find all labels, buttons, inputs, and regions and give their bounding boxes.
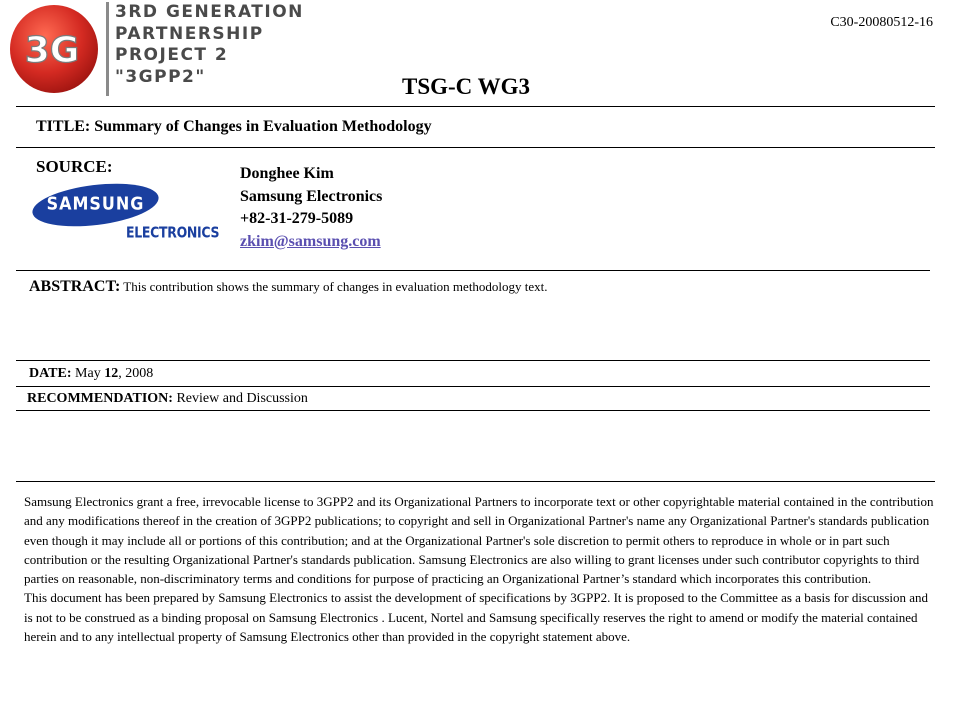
recommendation-value: Review and Discussion bbox=[176, 391, 308, 406]
3g-badge-text: 3G bbox=[24, 30, 80, 71]
date-year: , 2008 bbox=[118, 366, 154, 381]
legal-notice bbox=[24, 492, 939, 646]
date-label: DATE: bbox=[29, 366, 72, 381]
author-email-link[interactable]: zkim@samsung.com bbox=[240, 232, 381, 250]
source-label: SOURCE: bbox=[36, 157, 113, 176]
3gpp2-logo bbox=[8, 2, 304, 96]
3g-badge-icon bbox=[8, 2, 102, 96]
samsung-electronics-text: ELECTRONICS bbox=[126, 223, 220, 241]
recommendation-label: RECOMMENDATION: bbox=[27, 391, 173, 406]
abstract-label: ABSTRACT: bbox=[29, 278, 121, 295]
logo-line-1: 3RD GENERATION bbox=[115, 2, 304, 22]
title-label: TITLE: bbox=[36, 118, 91, 135]
date-row bbox=[29, 366, 153, 382]
logo-line-3: PROJECT 2 bbox=[115, 45, 229, 65]
logo-line-2: PARTNERSHIP bbox=[115, 23, 264, 44]
divider-line bbox=[16, 270, 930, 271]
date-month: May bbox=[75, 366, 101, 381]
samsung-wordmark: SAMSUNG bbox=[46, 193, 145, 214]
abstract-text: This contribution shows the summary of changes in evaluation methodology text. bbox=[123, 279, 548, 294]
author-company: Samsung Electronics bbox=[240, 187, 383, 205]
document-number: C30-20080512-16 bbox=[830, 15, 933, 30]
divider-line bbox=[16, 410, 930, 411]
divider-line bbox=[16, 360, 930, 361]
3gpp2-logo-text bbox=[106, 2, 304, 96]
divider-line bbox=[16, 106, 935, 107]
author-name: Donghee Kim bbox=[240, 165, 334, 182]
working-group-title: TSG-C WG3 bbox=[402, 74, 531, 99]
author-block bbox=[240, 163, 382, 253]
divider-line bbox=[16, 481, 935, 482]
abstract-row bbox=[29, 278, 548, 296]
samsung-logo bbox=[32, 185, 220, 241]
recommendation-row bbox=[27, 391, 308, 407]
author-phone: +82-31-279-5089 bbox=[240, 210, 354, 227]
logo-line-4: "3GPP2" bbox=[115, 66, 206, 87]
divider-line bbox=[16, 386, 930, 387]
date-day: 12 bbox=[104, 366, 119, 381]
license-paragraph: Samsung Electronics grant a free, irrevocable license to 3GPP2 and its Organizational Partners to incorporate text or other copyrightable material contained in the contribution and any modifications thereof in the creation of 3GPP2 publications; to copyright and sell in Organizational Partner's name any Organizational Partner's standards publication even though it may include all or portions of this contribution; and at the Organizational Partner's sole discretion to permit others to reproduce in whole or in part such contribution or the resulting Organizational Partner's standards publication. Samsung Electronics are also willing to grant licenses under such contributor copyrights to third parties on reasonable, non-discriminatory terms and conditions for purpose of practicing an Organizational Partner’s standard which incorporates this contribution. bbox=[24, 494, 934, 587]
title-value: Summary of Changes in Evaluation Methodology bbox=[94, 118, 432, 135]
title-row bbox=[36, 118, 432, 136]
disclaimer-paragraph: This document has been prepared by Samsung Electronics to assist the development of specifications by 3GPP2. It is proposed to the Committee as a basis for discussion and is not to be construed as a binding proposal on Samsung Electronics . Lucent, Nortel and Samsung specifically reserves the right to amend or modify the material contained herein and to any intellectual property of Samsung Electronics other than provided in the copyright statement above. bbox=[24, 590, 929, 645]
divider-line bbox=[16, 147, 935, 148]
